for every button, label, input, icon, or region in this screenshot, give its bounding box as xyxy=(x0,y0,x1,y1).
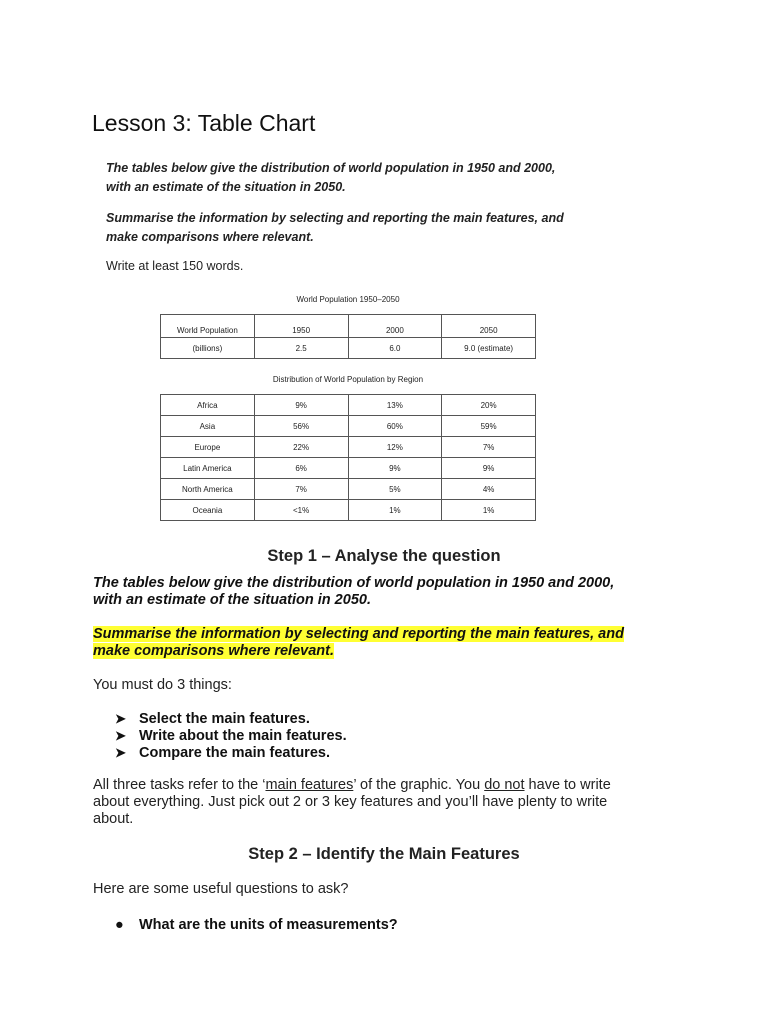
table-cell: 7% xyxy=(254,479,348,500)
table-cell: 20% xyxy=(442,395,536,416)
table-cell: Asia xyxy=(161,416,255,437)
table-cell: 2000 xyxy=(348,315,442,338)
table-row xyxy=(161,338,536,359)
table-row xyxy=(161,479,536,500)
table-cell: 4% xyxy=(442,479,536,500)
list-item xyxy=(115,917,398,933)
step-1-summarise-line-1 xyxy=(93,626,693,643)
population-table-caption: World Population 1950–2050 xyxy=(296,295,400,304)
image-word-count: Write at least 150 words. xyxy=(106,259,244,273)
question-text: What are the units of measurements? xyxy=(139,917,398,933)
step-1-prompt-line-1: The tables below give the distribution of world population in 1950 and 2000, xyxy=(93,575,615,591)
step-2-intro: Here are some useful questions to ask? xyxy=(93,881,349,897)
do-not-term: do not xyxy=(484,777,525,793)
image-prompt-line-1: The tables below give the distribution of world population in 1950 and 2000, xyxy=(106,161,556,175)
table-row xyxy=(161,500,536,521)
table-row xyxy=(161,315,536,338)
step-1-prompt-line-2: with an estimate of the situation in 2050. xyxy=(93,592,371,608)
image-summarise-line-1: Summarise the information by selecting and reporting the main features, and xyxy=(106,211,564,225)
table-cell: 60% xyxy=(348,416,442,437)
main-features-paragraph-line-1 xyxy=(93,777,693,794)
table-cell: (billions) xyxy=(161,338,255,359)
list-item xyxy=(115,744,347,761)
highlighted-text: Summarise the information by selecting and reporting the main features, and xyxy=(93,626,624,642)
table-cell: 22% xyxy=(254,437,348,458)
main-features-paragraph-line-2: about everything. Just pick out 2 or 3 key features and you’ll have plenty to write xyxy=(93,794,608,810)
table-cell: 6% xyxy=(254,458,348,479)
table-cell: 6.0 xyxy=(348,338,442,359)
list-item xyxy=(115,727,347,744)
table-cell: 1% xyxy=(348,500,442,521)
region-distribution-table xyxy=(160,394,536,521)
table-cell: 9% xyxy=(442,458,536,479)
table-cell: 56% xyxy=(254,416,348,437)
task-text: Compare the main features. xyxy=(139,745,330,761)
step-2-heading: Step 2 – Identify the Main Features xyxy=(248,845,520,863)
table-cell: World Population xyxy=(161,315,255,338)
step-1-summarise-line-2 xyxy=(93,643,693,660)
main-features-paragraph-line-3: about. xyxy=(93,811,134,827)
highlighted-text: make comparisons where relevant. xyxy=(93,643,334,659)
table-cell: 59% xyxy=(442,416,536,437)
table-cell: 9% xyxy=(348,458,442,479)
table-row xyxy=(161,437,536,458)
arrowhead-bullet-icon: ➤ xyxy=(115,745,126,760)
task-list xyxy=(115,710,347,761)
main-features-term: main features xyxy=(265,777,354,793)
table-cell: <1% xyxy=(254,500,348,521)
arrowhead-bullet-icon: ➤ xyxy=(115,711,126,726)
para-text: have to write xyxy=(524,777,611,793)
table-cell: 1% xyxy=(442,500,536,521)
must-do-text: You must do 3 things: xyxy=(93,677,232,693)
table-cell: Africa xyxy=(161,395,255,416)
table-cell: Oceania xyxy=(161,500,255,521)
table-cell: 2.5 xyxy=(254,338,348,359)
region-table-caption: Distribution of World Population by Region xyxy=(272,375,424,384)
table-cell: 13% xyxy=(348,395,442,416)
step-1-heading: Step 1 – Analyse the question xyxy=(267,547,501,565)
image-prompt-line-2: with an estimate of the situation in 2050. xyxy=(106,180,346,194)
table-row xyxy=(161,416,536,437)
task-text: Select the main features. xyxy=(139,711,310,727)
table-cell: 12% xyxy=(348,437,442,458)
arrowhead-bullet-icon: ➤ xyxy=(115,728,126,743)
page-title: Lesson 3: Table Chart xyxy=(92,110,316,136)
para-text: All three tasks refer to the ‘ xyxy=(93,777,266,793)
table-cell: 5% xyxy=(348,479,442,500)
table-cell: Latin America xyxy=(161,458,255,479)
table-row xyxy=(161,395,536,416)
task-text: Write about the main features. xyxy=(139,728,347,744)
world-population-table xyxy=(160,314,536,359)
round-bullet-icon: ● xyxy=(115,917,124,933)
table-cell: 7% xyxy=(442,437,536,458)
para-text: ’ of the graphic. You xyxy=(353,777,485,793)
table-cell: 2050 xyxy=(442,315,536,338)
table-row xyxy=(161,458,536,479)
table-cell: North America xyxy=(161,479,255,500)
table-cell: Europe xyxy=(161,437,255,458)
table-cell: 9% xyxy=(254,395,348,416)
table-cell: 9.0 (estimate) xyxy=(442,338,536,359)
table-cell: 1950 xyxy=(254,315,348,338)
image-summarise-line-2: make comparisons where relevant. xyxy=(106,230,314,244)
list-item xyxy=(115,710,347,727)
